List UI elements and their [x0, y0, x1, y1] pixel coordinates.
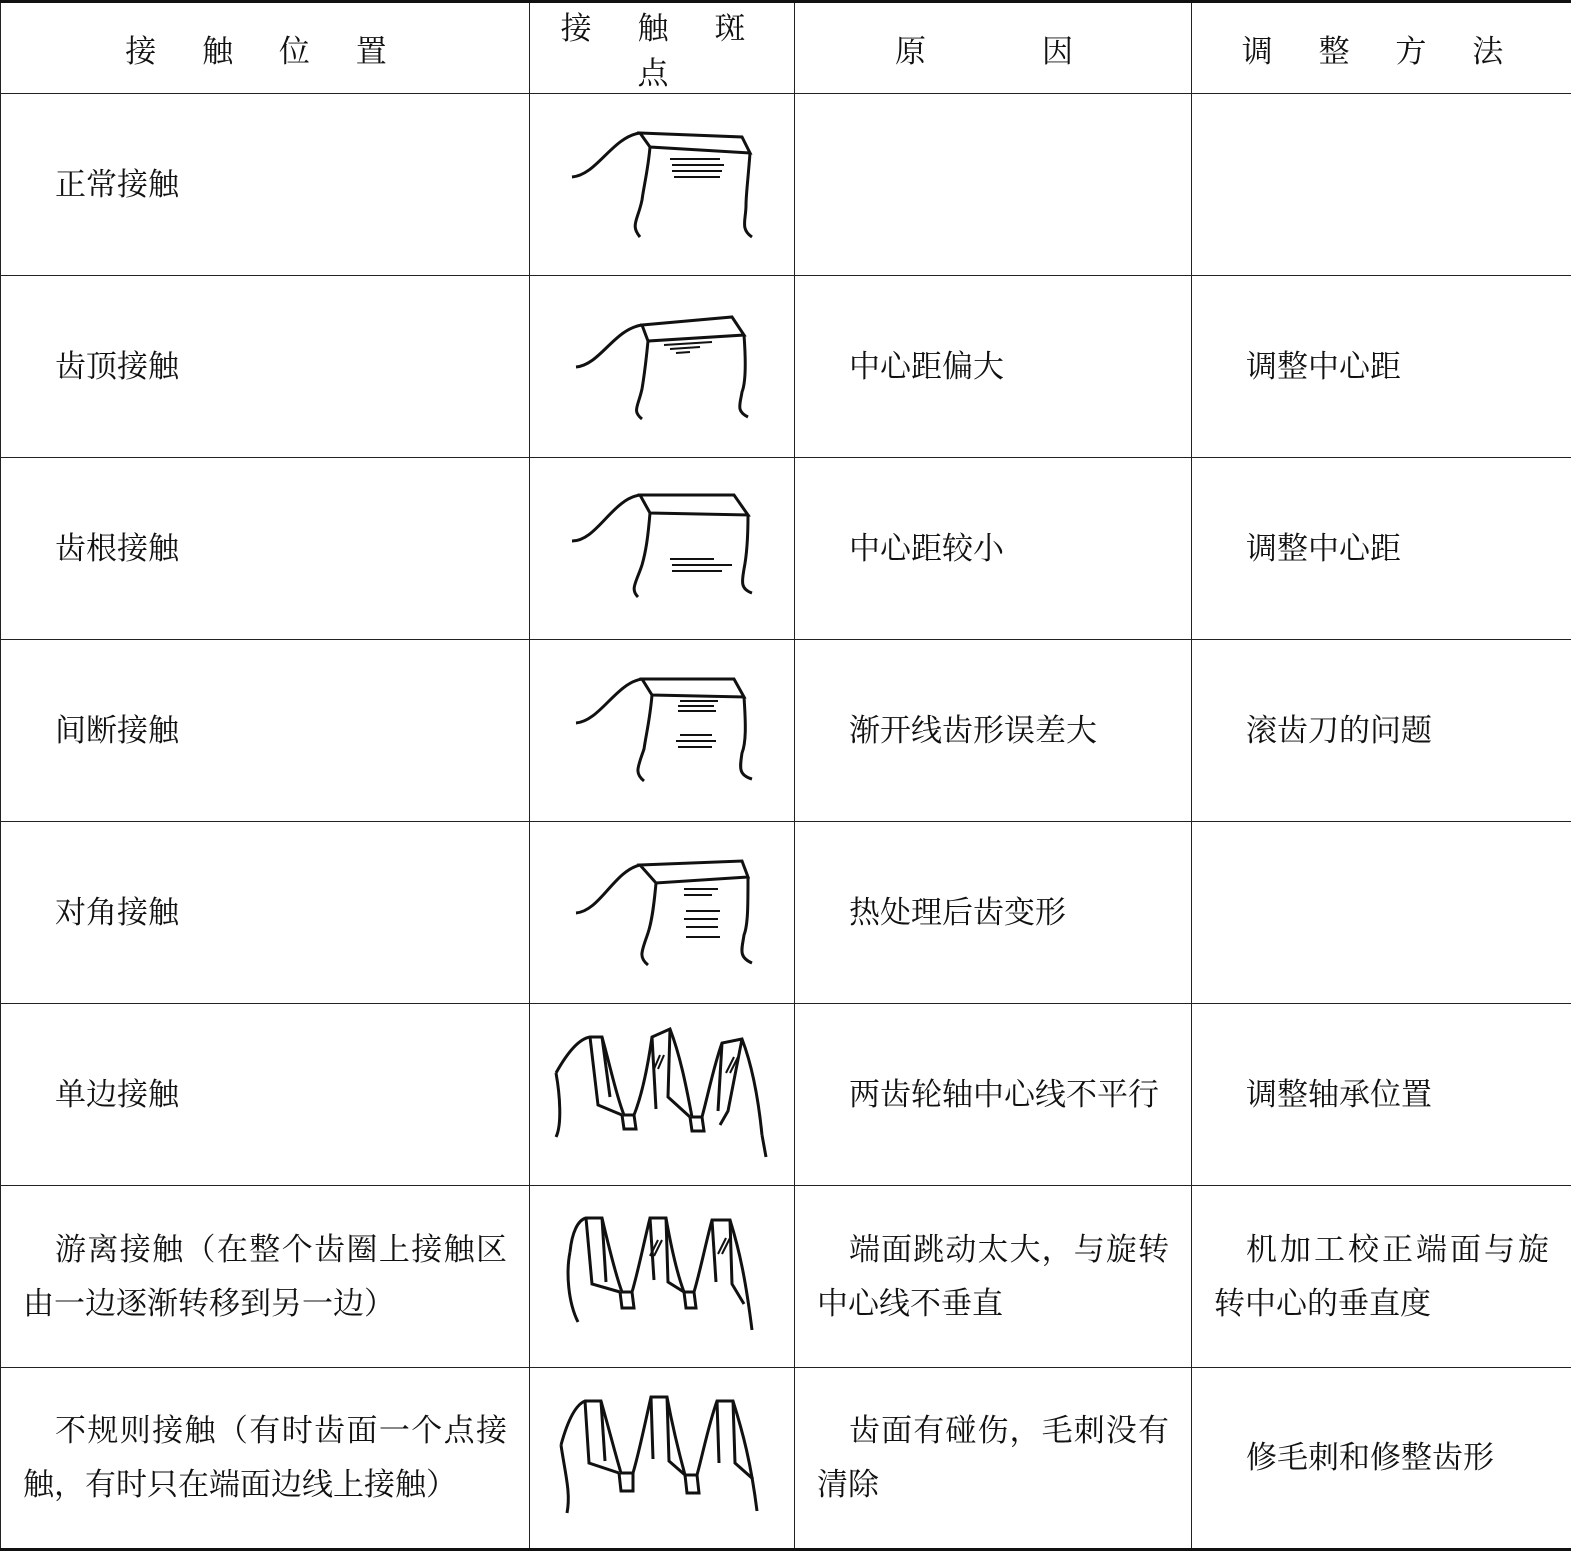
header-contact-spot: 接 触 斑 点	[530, 2, 795, 94]
cause: 中心距偏大	[795, 276, 1192, 458]
cause: 齿面有碰伤，毛刺没有清除	[795, 1368, 1192, 1550]
adjust-method: 调整轴承位置	[1192, 1004, 1571, 1186]
adjust-method	[1192, 822, 1571, 1004]
contact-position: 齿顶接触	[1, 276, 530, 458]
contact-position: 单边接触	[1, 1004, 530, 1186]
contact-position: 游离接触（在整个齿圈上接触区由一边逐渐转移到另一边）	[1, 1186, 530, 1368]
one-side-contact-diagram	[530, 1004, 795, 1186]
normal-contact-diagram	[530, 94, 795, 276]
cause: 渐开线齿形误差大	[795, 640, 1192, 822]
contact-position: 对角接触	[1, 822, 530, 1004]
table-row	[1, 1186, 1571, 1368]
contact-position: 齿根接触	[1, 458, 530, 640]
contact-position: 正常接触	[1, 94, 530, 276]
adjust-method: 滚齿刀的问题	[1192, 640, 1571, 822]
header-row	[1, 2, 1571, 94]
table-row	[1, 458, 1571, 640]
table-row	[1, 276, 1571, 458]
contact-position: 间断接触	[1, 640, 530, 822]
tip-contact-diagram	[530, 276, 795, 458]
irregular-contact-diagram	[530, 1368, 795, 1550]
table-row	[1, 94, 1571, 276]
cause: 热处理后齿变形	[795, 822, 1192, 1004]
adjust-method	[1192, 94, 1571, 276]
header-contact-position: 接 触 位 置	[1, 2, 530, 94]
cause	[795, 94, 1192, 276]
cause: 端面跳动太大，与旋转中心线不垂直	[795, 1186, 1192, 1368]
adjust-method: 修毛刺和修整齿形	[1192, 1368, 1571, 1550]
adjust-method: 调整中心距	[1192, 276, 1571, 458]
adjust-method: 机加工校正端面与旋转中心的垂直度	[1192, 1186, 1571, 1368]
table-row	[1, 822, 1571, 1004]
cause: 两齿轮轴中心线不平行	[795, 1004, 1192, 1186]
table-row	[1, 640, 1571, 822]
diagonal-contact-diagram	[530, 822, 795, 1004]
cause: 中心距较小	[795, 458, 1192, 640]
contact-position: 不规则接触（有时齿面一个点接触，有时只在端面边线上接触）	[1, 1368, 530, 1550]
table-row	[1, 1004, 1571, 1186]
header-cause: 原 因	[795, 2, 1192, 94]
root-contact-diagram	[530, 458, 795, 640]
wandering-contact-diagram	[530, 1186, 795, 1368]
header-adjust-method: 调 整 方 法	[1192, 2, 1571, 94]
table-row	[1, 1368, 1571, 1550]
adjust-method: 调整中心距	[1192, 458, 1571, 640]
intermittent-contact-diagram	[530, 640, 795, 822]
